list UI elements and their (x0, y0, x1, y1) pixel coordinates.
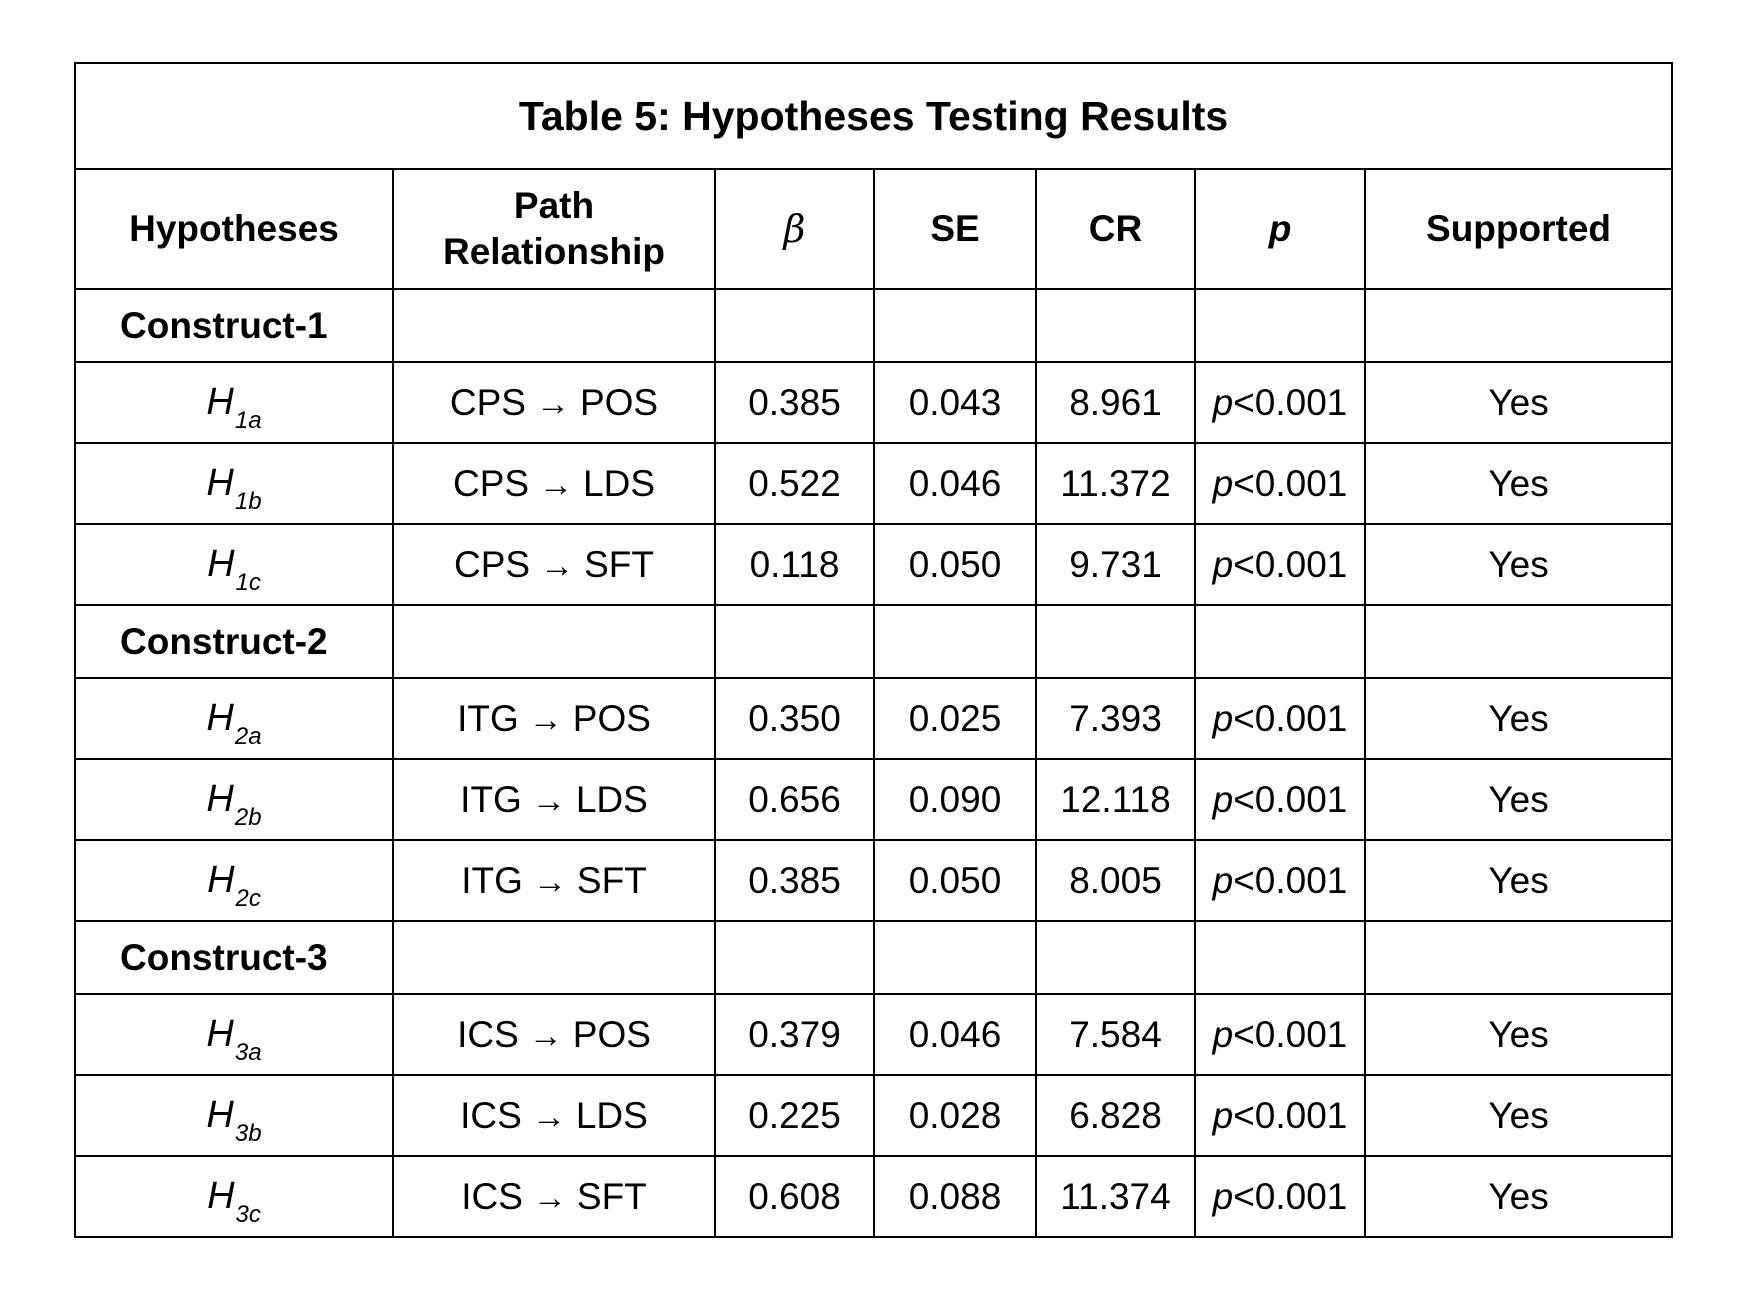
cr-cell: 8.961 (1036, 362, 1195, 443)
hypothesis-subscript: 2a (234, 723, 262, 750)
empty-cell (874, 289, 1036, 362)
hypothesis-cell (75, 840, 393, 921)
empty-cell (1195, 921, 1365, 994)
path-cell (393, 840, 715, 921)
p-value: <0.001 (1233, 697, 1348, 739)
p-value: <0.001 (1233, 1175, 1348, 1217)
p-cell (1195, 840, 1365, 921)
empty-cell (1195, 605, 1365, 678)
path-cell (393, 759, 715, 840)
supported-cell: Yes (1365, 362, 1672, 443)
hypothesis-cell (75, 759, 393, 840)
supported-cell: Yes (1365, 759, 1672, 840)
p-cell (1195, 524, 1365, 605)
path-to: POS (572, 697, 651, 739)
path-to: LDS (575, 1094, 648, 1136)
table-row (75, 678, 1672, 759)
empty-cell (874, 921, 1036, 994)
p-value: <0.001 (1233, 381, 1348, 423)
supported-cell: Yes (1365, 840, 1672, 921)
path-from: ITG (461, 859, 523, 901)
se-cell: 0.050 (874, 524, 1036, 605)
table-title: Table 5: Hypotheses Testing Results (75, 63, 1672, 169)
beta-cell: 0.385 (715, 362, 874, 443)
hypothesis-letter: H (207, 859, 235, 901)
hypothesis-subscript: 3a (234, 1039, 262, 1066)
path-to: POS (572, 1013, 651, 1055)
hypothesis-subscript: 2c (235, 885, 261, 912)
header-row (75, 169, 1672, 289)
path-cell (393, 1075, 715, 1156)
table-row (75, 840, 1672, 921)
supported-cell: Yes (1365, 994, 1672, 1075)
empty-cell (715, 921, 874, 994)
header-cr: CR (1036, 169, 1195, 289)
header-supported: Supported (1365, 169, 1672, 289)
hypothesis-cell (75, 443, 393, 524)
hypothesis-cell (75, 524, 393, 605)
path-cell (393, 1156, 715, 1237)
cr-cell: 12.118 (1036, 759, 1195, 840)
se-cell: 0.046 (874, 994, 1036, 1075)
path-from: CPS (452, 462, 530, 504)
hypothesis-cell (75, 362, 393, 443)
path-from: ITG (460, 778, 522, 820)
hypothesis-cell (75, 994, 393, 1075)
hypothesis-subscript: 1c (235, 569, 261, 596)
p-cell (1195, 1156, 1365, 1237)
beta-cell: 0.118 (715, 524, 874, 605)
path-from: ICS (457, 1013, 519, 1055)
arrow-right-icon: → (532, 1178, 567, 1217)
arrow-right-icon: → (539, 465, 574, 504)
p-letter: p (1212, 859, 1234, 901)
beta-cell: 0.522 (715, 443, 874, 524)
construct-label: Construct-1 (75, 289, 393, 362)
cr-cell: 9.731 (1036, 524, 1195, 605)
p-value: <0.001 (1233, 859, 1348, 901)
p-letter: p (1212, 381, 1234, 423)
p-cell (1195, 994, 1365, 1075)
path-from: ICS (461, 1175, 523, 1217)
cr-cell: 11.374 (1036, 1156, 1195, 1237)
se-cell: 0.028 (874, 1075, 1036, 1156)
path-cell (393, 524, 715, 605)
p-letter: p (1212, 1094, 1234, 1136)
arrow-right-icon: → (528, 1016, 563, 1055)
path-from: CPS (449, 381, 526, 423)
table-body (75, 289, 1672, 1237)
header-path-line1: Path (513, 185, 595, 226)
p-letter: p (1212, 1175, 1234, 1217)
path-cell (393, 443, 715, 524)
p-cell (1195, 443, 1365, 524)
arrow-right-icon: → (535, 384, 570, 423)
hypothesis-letter: H (206, 1094, 234, 1136)
p-value: <0.001 (1233, 543, 1348, 585)
arrow-right-icon: → (540, 546, 575, 585)
hypothesis-subscript: 2b (234, 804, 262, 831)
beta-cell: 0.379 (715, 994, 874, 1075)
hypothesis-letter: H (206, 778, 234, 820)
cr-cell: 7.393 (1036, 678, 1195, 759)
p-value: <0.001 (1233, 462, 1348, 504)
construct-label: Construct-3 (75, 921, 393, 994)
path-from: ICS (460, 1094, 522, 1136)
table-row (75, 443, 1672, 524)
empty-cell (393, 289, 715, 362)
path-to: SFT (576, 859, 647, 901)
path-to: LDS (583, 462, 656, 504)
path-to: SFT (584, 543, 654, 585)
header-path-relationship (393, 169, 715, 289)
beta-cell: 0.350 (715, 678, 874, 759)
empty-cell (874, 605, 1036, 678)
p-letter: p (1212, 1013, 1234, 1055)
hypothesis-cell (75, 1156, 393, 1237)
hypothesis-subscript: 3c (235, 1201, 261, 1228)
cr-cell: 6.828 (1036, 1075, 1195, 1156)
hypotheses-results-table (74, 62, 1673, 1238)
arrow-right-icon: → (531, 1097, 566, 1136)
path-from: ITG (457, 697, 519, 739)
empty-cell (1036, 921, 1195, 994)
path-from: CPS (454, 543, 531, 585)
se-cell: 0.090 (874, 759, 1036, 840)
se-cell: 0.025 (874, 678, 1036, 759)
table-row (75, 759, 1672, 840)
title-row (75, 63, 1672, 169)
path-cell (393, 362, 715, 443)
p-value: <0.001 (1233, 1013, 1348, 1055)
header-se: SE (874, 169, 1036, 289)
hypothesis-cell (75, 1075, 393, 1156)
se-cell: 0.088 (874, 1156, 1036, 1237)
hypothesis-cell (75, 678, 393, 759)
hypothesis-letter: H (206, 697, 234, 739)
path-to: POS (579, 381, 659, 423)
supported-cell: Yes (1365, 678, 1672, 759)
empty-cell (1365, 921, 1672, 994)
p-letter: p (1212, 462, 1234, 504)
beta-cell: 0.608 (715, 1156, 874, 1237)
p-cell (1195, 1075, 1365, 1156)
beta-cell: 0.385 (715, 840, 874, 921)
empty-cell (1036, 605, 1195, 678)
p-letter: p (1212, 778, 1234, 820)
p-value: <0.001 (1233, 778, 1348, 820)
construct-row (75, 605, 1672, 678)
path-cell (393, 678, 715, 759)
cr-cell: 11.372 (1036, 443, 1195, 524)
construct-row (75, 289, 1672, 362)
cr-cell: 7.584 (1036, 994, 1195, 1075)
construct-label: Construct-2 (75, 605, 393, 678)
empty-cell (715, 605, 874, 678)
construct-row (75, 921, 1672, 994)
empty-cell (1195, 289, 1365, 362)
empty-cell (393, 921, 715, 994)
empty-cell (715, 289, 874, 362)
supported-cell: Yes (1365, 443, 1672, 524)
path-cell (393, 994, 715, 1075)
cr-cell: 8.005 (1036, 840, 1195, 921)
header-path-line2: Relationship (442, 231, 666, 272)
p-cell (1195, 362, 1365, 443)
hypothesis-letter: H (207, 1175, 235, 1217)
hypothesis-subscript: 3b (234, 1120, 262, 1147)
empty-cell (1365, 289, 1672, 362)
header-p: p (1195, 169, 1365, 289)
arrow-right-icon: → (528, 700, 563, 739)
se-cell: 0.043 (874, 362, 1036, 443)
hypothesis-subscript: 1a (234, 407, 262, 434)
path-to: SFT (576, 1175, 647, 1217)
supported-cell: Yes (1365, 524, 1672, 605)
empty-cell (1365, 605, 1672, 678)
table-row (75, 994, 1672, 1075)
p-cell (1195, 759, 1365, 840)
beta-cell: 0.225 (715, 1075, 874, 1156)
hypothesis-letter: H (206, 1013, 234, 1055)
p-letter: p (1212, 543, 1234, 585)
se-cell: 0.050 (874, 840, 1036, 921)
hypothesis-subscript: 1b (234, 488, 262, 515)
empty-cell (393, 605, 715, 678)
header-hypotheses: Hypotheses (75, 169, 393, 289)
empty-cell (1036, 289, 1195, 362)
path-to: LDS (575, 778, 648, 820)
p-value: <0.001 (1233, 1094, 1348, 1136)
supported-cell: Yes (1365, 1075, 1672, 1156)
beta-cell: 0.656 (715, 759, 874, 840)
p-cell (1195, 678, 1365, 759)
arrow-right-icon: → (531, 781, 566, 820)
p-letter: p (1212, 697, 1234, 739)
table-row (75, 1156, 1672, 1237)
supported-cell: Yes (1365, 1156, 1672, 1237)
hypothesis-letter: H (206, 462, 234, 504)
table-row (75, 524, 1672, 605)
table-row (75, 1075, 1672, 1156)
header-beta: β (715, 169, 874, 289)
arrow-right-icon: → (532, 862, 567, 901)
se-cell: 0.046 (874, 443, 1036, 524)
hypothesis-letter: H (206, 381, 234, 423)
table-row (75, 362, 1672, 443)
hypothesis-letter: H (207, 543, 235, 585)
